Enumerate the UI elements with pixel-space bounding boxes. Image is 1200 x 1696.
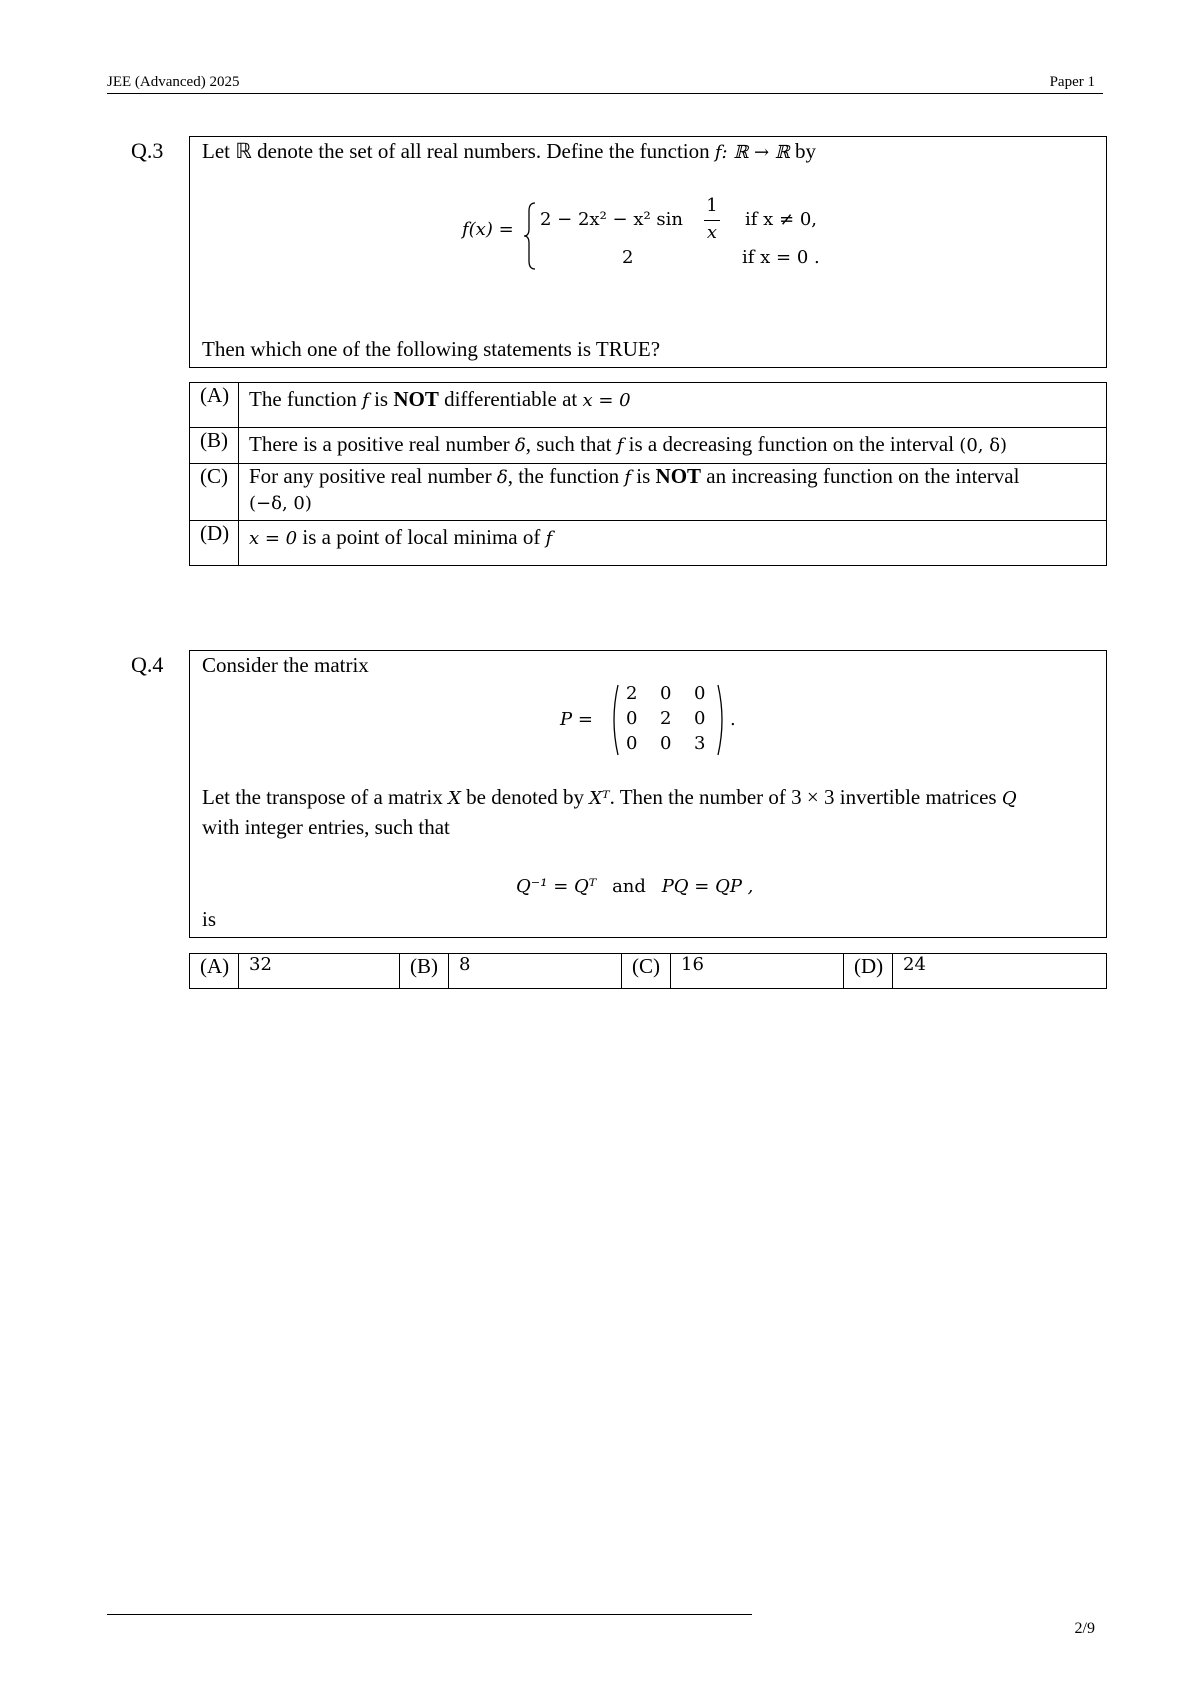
exam-title: JEE (Advanced) 2025 bbox=[107, 74, 240, 90]
option-text: x = 0 is a point of local minima of f bbox=[239, 521, 1107, 566]
option-text: There is a positive real number δ, such that f is a decreasing function on the interval (0, δ) bbox=[239, 428, 1107, 464]
fraction-bar bbox=[704, 220, 720, 221]
q3-question: Then which one of the following statements is TRUE? bbox=[202, 337, 661, 361]
q3-intro: Let ℝ denote the set of all real numbers. Define the function f: ℝ → ℝ by bbox=[202, 139, 817, 163]
q4-conditions: Q⁻¹ = Qᵀ and PQ = QP , bbox=[516, 876, 754, 897]
q3-options bbox=[189, 382, 1107, 566]
case1-expression: 2 − 2x² − x² sin bbox=[540, 209, 683, 230]
left-brace-icon bbox=[523, 201, 537, 271]
matrix-entry: 0 bbox=[626, 708, 638, 729]
option-text: The function f is NOT differentiable at x = 0 bbox=[239, 383, 1107, 428]
left-paren-icon bbox=[608, 683, 620, 757]
option-text: For any positive real number δ, the function f is NOT an increasing function on the interval (−δ, 0) bbox=[239, 464, 1107, 521]
matrix-entries bbox=[620, 683, 716, 757]
right-paren-icon bbox=[716, 683, 728, 757]
case2-expression: 2 bbox=[622, 247, 634, 268]
page-header bbox=[107, 72, 1103, 94]
piecewise-function bbox=[462, 195, 862, 285]
footer-divider bbox=[107, 1614, 752, 1615]
option-label: (D) bbox=[190, 521, 239, 566]
fraction-numerator: 1 bbox=[706, 195, 718, 216]
option-d-value[interactable]: 24 bbox=[893, 954, 1107, 989]
matrix-entry: 2 bbox=[660, 708, 672, 729]
matrix-p bbox=[560, 683, 740, 763]
page-number: 2/9 bbox=[1074, 1620, 1095, 1637]
case1-condition: if x ≠ 0, bbox=[745, 209, 817, 230]
q4-intro: Consider the matrix bbox=[202, 653, 369, 677]
matrix-entry: 0 bbox=[660, 683, 672, 704]
option-row[interactable] bbox=[190, 521, 1107, 566]
option-c-label[interactable]: (C) bbox=[622, 954, 671, 989]
option-a-value[interactable]: 32 bbox=[239, 954, 400, 989]
question-number-4: Q.4 bbox=[131, 652, 164, 677]
matrix-entry: 0 bbox=[626, 733, 638, 754]
question-3-stem bbox=[189, 136, 1107, 368]
fx-label: f(x) = bbox=[462, 219, 514, 240]
p-equals: P = bbox=[560, 709, 593, 730]
fraction-denominator: x bbox=[706, 222, 718, 243]
option-a-label[interactable]: (A) bbox=[190, 954, 239, 989]
matrix-entry: 0 bbox=[694, 683, 706, 704]
matrix-entry: 0 bbox=[694, 708, 706, 729]
option-row[interactable] bbox=[190, 428, 1107, 464]
option-label: (A) bbox=[190, 383, 239, 428]
paper-label: Paper 1 bbox=[1049, 74, 1095, 90]
question-4-stem bbox=[189, 650, 1107, 938]
q4-is: is bbox=[202, 907, 217, 931]
matrix-entry: 0 bbox=[660, 733, 672, 754]
matrix-entry: 2 bbox=[626, 683, 638, 704]
q4-text-line2: with integer entries, such that bbox=[202, 815, 450, 839]
option-c-value[interactable]: 16 bbox=[671, 954, 844, 989]
question-number-3: Q.3 bbox=[131, 138, 164, 163]
option-label: (B) bbox=[190, 428, 239, 464]
option-b-value[interactable]: 8 bbox=[449, 954, 622, 989]
option-d-label[interactable]: (D) bbox=[844, 954, 893, 989]
q4-text-line1: Let the transpose of a matrix X be denoted by Xᵀ. Then the number of 3 × 3 invertible matrices Q bbox=[202, 785, 1017, 809]
option-row[interactable] bbox=[190, 464, 1107, 521]
option-label: (C) bbox=[190, 464, 239, 521]
matrix-period: . bbox=[730, 709, 736, 730]
matrix-entry: 3 bbox=[694, 733, 706, 754]
case2-condition: if x = 0 . bbox=[742, 247, 820, 268]
option-b-label[interactable]: (B) bbox=[400, 954, 449, 989]
option-row[interactable] bbox=[190, 383, 1107, 428]
q4-options bbox=[189, 953, 1107, 989]
